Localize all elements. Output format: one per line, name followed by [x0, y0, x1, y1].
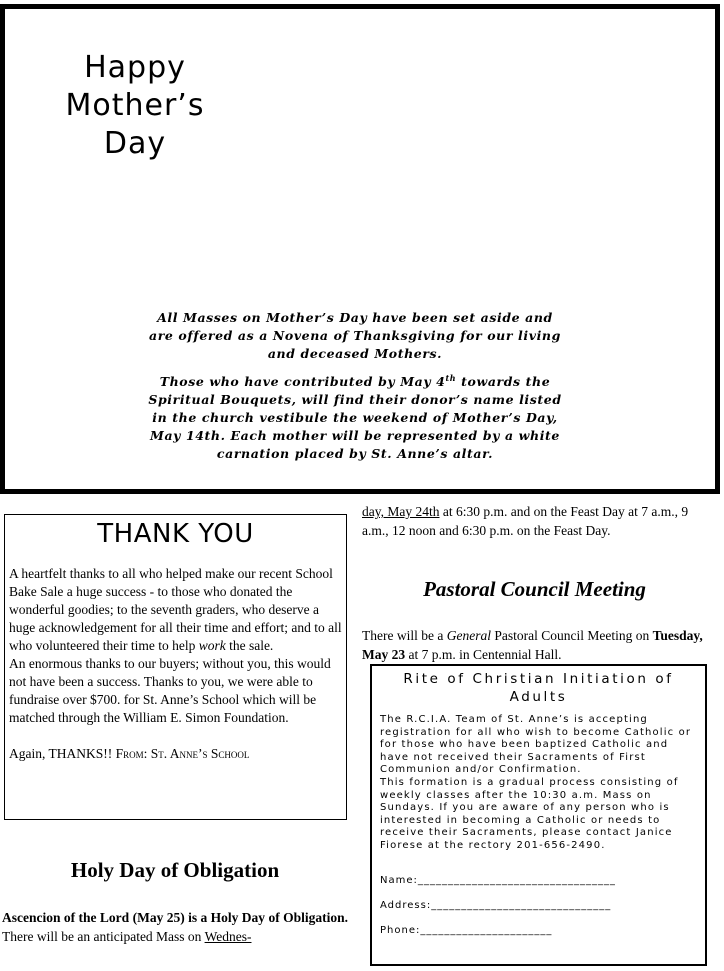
rcia-box — [370, 664, 707, 966]
name-field: Name:_________________________________ — [380, 874, 616, 886]
bouquets-text-1: Those who have contributed by May 4 — [159, 374, 446, 390]
thank-you-body — [5, 549, 346, 763]
bouquets-text-2: towards the Spiritual Bouquets, will find their donor’s name listed in the church vestibule the weekend of Mother’s Day, May 14th. Each mother will be represented by a white carnation placed by St. Anne’s altar. — [148, 374, 562, 462]
p1-text: A heartfelt thanks to all who helped make our recent School Bake Sale a huge success - to those who donated the wonderful goodies; to the seventh graders, who deserve a huge acknowledgement for all their time and effort; and to all who volunteered their time to help — [9, 566, 342, 653]
signature: From: St. Anne’s School — [115, 746, 250, 761]
thank-you-box — [4, 514, 347, 820]
rcia-title: Rite of Christian Initiation of Adults — [403, 671, 674, 705]
thank-you-paragraph-1 — [9, 565, 342, 655]
rcia-paragraph-1: The R.C.I.A. Team of St. Anne’s is accepting registration for all who wish to become Catholic or for those who have been baptized Catholic and have not received their Sacraments of First Communion and/or Confirmation. — [380, 714, 692, 776]
thank-you-title: THANK YOU — [97, 519, 254, 549]
masses-paragraph: All Masses on Mother’s Day have been set aside and are offered as a Novena of Thanksgiving for our living and deceased Mothers. — [149, 310, 561, 361]
title-line-2: Mother’s — [65, 88, 205, 123]
mothers-day-notice — [145, 309, 565, 469]
p1-emphasis: work — [198, 638, 226, 653]
pc-emphasis: General — [446, 628, 491, 643]
title-line-1: Happy — [84, 50, 186, 85]
continued-underlined: day, May 24th — [362, 504, 440, 519]
bouquets-paragraph — [145, 369, 565, 463]
phone-field: Phone:______________________ — [380, 924, 553, 936]
thank-you-paragraph-2: An enormous thanks to our buyers; without you, this would not have been a success. Thanks to you, we were able to fundraise over $700. for St. Anne’s School which will be matched through the William E. Simon Foundation. — [9, 656, 331, 725]
p1-text-end: the sale. — [225, 638, 274, 653]
address-field: Address:______________________________ — [380, 899, 612, 911]
rcia-paragraph-2: This formation is a gradual process consisting of weekly classes after the 10:30 a.m. Mass on Sundays. If you are aware of any person who is interested in becoming a Catholic or needs to receive their Sacraments, please contact Janice Fiorese at the rectory 201-656-2490. — [380, 776, 679, 851]
pastoral-council-title: Pastoral Council Meeting — [423, 577, 646, 601]
rcia-body — [372, 706, 705, 853]
mothers-day-title — [60, 49, 210, 163]
holy-day-body — [2, 908, 348, 946]
pc-text-3: at 7 p.m. in Centennial Hall. — [405, 647, 562, 662]
pc-text-2: Pastoral Council Meeting on — [490, 628, 653, 643]
continued-text: at 6:30 p.m. and on the Feast Day at 7 a.m., 9 a.m., 12 noon and 6:30 p.m. on the Feast Day. — [362, 504, 689, 538]
p3-text: Again, THANKS!! — [9, 746, 116, 761]
thank-you-paragraph-3 — [9, 745, 342, 763]
pc-date: Tuesday, May 23 — [362, 628, 703, 662]
title-line-3: Day — [103, 126, 167, 161]
holy-day-underlined: Wednes- — [204, 929, 252, 944]
holy-day-title: Holy Day of Obligation — [70, 858, 280, 882]
holy-day-continued — [362, 502, 702, 540]
mothers-day-panel — [0, 4, 720, 494]
bouquets-superscript: th — [445, 373, 457, 383]
holy-day-text: There will be an anticipated Mass on — [2, 929, 205, 944]
holy-day-bold: Ascencion of the Lord (May 25) is a Holy Day of Obligation. — [2, 910, 348, 925]
pastoral-council-body — [362, 626, 707, 664]
pc-text-1: There will be a — [362, 628, 447, 643]
